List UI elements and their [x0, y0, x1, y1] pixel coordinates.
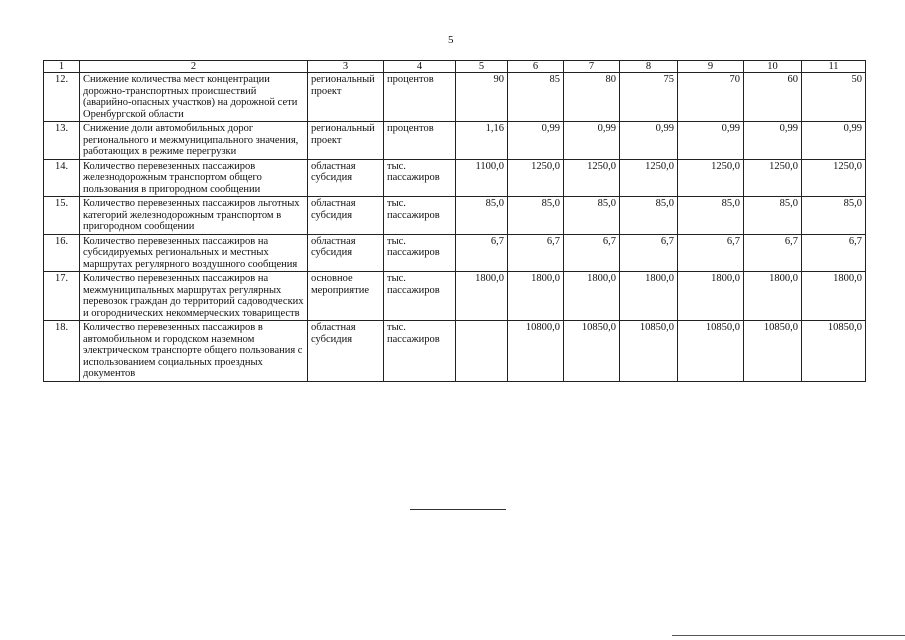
header-cell: 7	[564, 61, 620, 73]
value-cell: 1250,0	[620, 159, 678, 197]
value-cell: 1800,0	[744, 272, 802, 321]
value-cell: 1250,0	[678, 159, 744, 197]
source-cell: областная субсидия	[308, 234, 384, 272]
value-cell: 1250,0	[508, 159, 564, 197]
value-cell: 1100,0	[456, 159, 508, 197]
header-cell: 9	[678, 61, 744, 73]
table-row	[44, 122, 866, 160]
value-cell: 85,0	[564, 197, 620, 235]
value-cell: 0,99	[744, 122, 802, 160]
source-cell: областная субсидия	[308, 197, 384, 235]
value-cell: 0,99	[802, 122, 866, 160]
value-cell: 1800,0	[564, 272, 620, 321]
indicator-name: Количество перевезенных пассажиров железнодорожным транспортом общего пользования в пригородном сообщении	[80, 159, 308, 197]
value-cell: 85,0	[678, 197, 744, 235]
unit-cell: тыс. пассажиров	[384, 197, 456, 235]
header-row	[44, 61, 866, 73]
value-cell: 85	[508, 73, 564, 122]
value-cell: 90	[456, 73, 508, 122]
value-cell: 1250,0	[744, 159, 802, 197]
value-cell: 1250,0	[802, 159, 866, 197]
value-cell: 60	[744, 73, 802, 122]
row-number: 16.	[44, 234, 80, 272]
row-number: 17.	[44, 272, 80, 321]
header-cell: 5	[456, 61, 508, 73]
header-cell: 10	[744, 61, 802, 73]
value-cell: 0,99	[508, 122, 564, 160]
value-cell: 1800,0	[802, 272, 866, 321]
separator-line	[410, 509, 506, 510]
value-cell: 6,7	[620, 234, 678, 272]
header-cell: 3	[308, 61, 384, 73]
row-number: 12.	[44, 73, 80, 122]
value-cell: 0,99	[678, 122, 744, 160]
source-cell: основное мероприятие	[308, 272, 384, 321]
value-cell: 75	[620, 73, 678, 122]
value-cell: 6,7	[802, 234, 866, 272]
value-cell: 1800,0	[678, 272, 744, 321]
table-row	[44, 197, 866, 235]
header-cell: 11	[802, 61, 866, 73]
unit-cell: тыс. пассажиров	[384, 159, 456, 197]
value-cell: 1250,0	[564, 159, 620, 197]
table-row	[44, 73, 866, 122]
indicator-name: Снижение доли автомобильных дорог регионального и межмуниципального значения, работающих в режиме перегрузки	[80, 122, 308, 160]
value-cell: 1,16	[456, 122, 508, 160]
value-cell: 6,7	[564, 234, 620, 272]
value-cell	[456, 321, 508, 382]
value-cell: 10800,0	[508, 321, 564, 382]
value-cell: 1800,0	[508, 272, 564, 321]
value-cell: 85,0	[508, 197, 564, 235]
value-cell: 6,7	[508, 234, 564, 272]
page-number: 5	[448, 34, 454, 46]
value-cell: 85,0	[802, 197, 866, 235]
value-cell: 0,99	[620, 122, 678, 160]
header-cell: 2	[80, 61, 308, 73]
value-cell: 10850,0	[620, 321, 678, 382]
value-cell: 6,7	[744, 234, 802, 272]
header-cell: 1	[44, 61, 80, 73]
indicator-name: Количество перевезенных пассажиров в автомобильном и городском наземном электрическом транспорте общего пользования с использованием социальных проездных документов	[80, 321, 308, 382]
value-cell: 10850,0	[744, 321, 802, 382]
source-cell: региональный проект	[308, 122, 384, 160]
indicator-name: Снижение количества мест концентрации дорожно-транспортных происшествий (аварийно-опасных участков) на дорожной сети Оренбургской области	[80, 73, 308, 122]
value-cell: 50	[802, 73, 866, 122]
source-cell: региональный проект	[308, 73, 384, 122]
table-row	[44, 272, 866, 321]
row-number: 14.	[44, 159, 80, 197]
table-row	[44, 321, 866, 382]
header-cell: 4	[384, 61, 456, 73]
value-cell: 10850,0	[802, 321, 866, 382]
indicator-name: Количество перевезенных пассажиров на межмуниципальных маршрутах регулярных перевозок граждан до территорий садоводческих и огороднических некоммерческих товариществ	[80, 272, 308, 321]
value-cell: 1800,0	[620, 272, 678, 321]
value-cell: 70	[678, 73, 744, 122]
header-cell: 8	[620, 61, 678, 73]
indicator-name: Количество перевезенных пассажиров льготных категорий железнодорожным транспортом в пригородном сообщении	[80, 197, 308, 235]
unit-cell: тыс. пассажиров	[384, 272, 456, 321]
table-row	[44, 159, 866, 197]
row-number: 18.	[44, 321, 80, 382]
value-cell: 10850,0	[678, 321, 744, 382]
value-cell: 80	[564, 73, 620, 122]
indicators-table	[43, 60, 866, 382]
value-cell: 85,0	[744, 197, 802, 235]
table-row	[44, 234, 866, 272]
value-cell: 85,0	[620, 197, 678, 235]
unit-cell: тыс. пассажиров	[384, 321, 456, 382]
value-cell: 0,99	[564, 122, 620, 160]
value-cell: 6,7	[456, 234, 508, 272]
unit-cell: процентов	[384, 122, 456, 160]
value-cell: 1800,0	[456, 272, 508, 321]
bottom-edge-line	[672, 635, 905, 636]
value-cell: 85,0	[456, 197, 508, 235]
value-cell: 10850,0	[564, 321, 620, 382]
unit-cell: процентов	[384, 73, 456, 122]
indicator-name: Количество перевезенных пассажиров на субсидируемых региональных и местных маршрутах регулярного воздушного сообщения	[80, 234, 308, 272]
value-cell: 6,7	[678, 234, 744, 272]
source-cell: областная субсидия	[308, 159, 384, 197]
unit-cell: тыс. пассажиров	[384, 234, 456, 272]
row-number: 13.	[44, 122, 80, 160]
row-number: 15.	[44, 197, 80, 235]
source-cell: областная субсидия	[308, 321, 384, 382]
header-cell: 6	[508, 61, 564, 73]
